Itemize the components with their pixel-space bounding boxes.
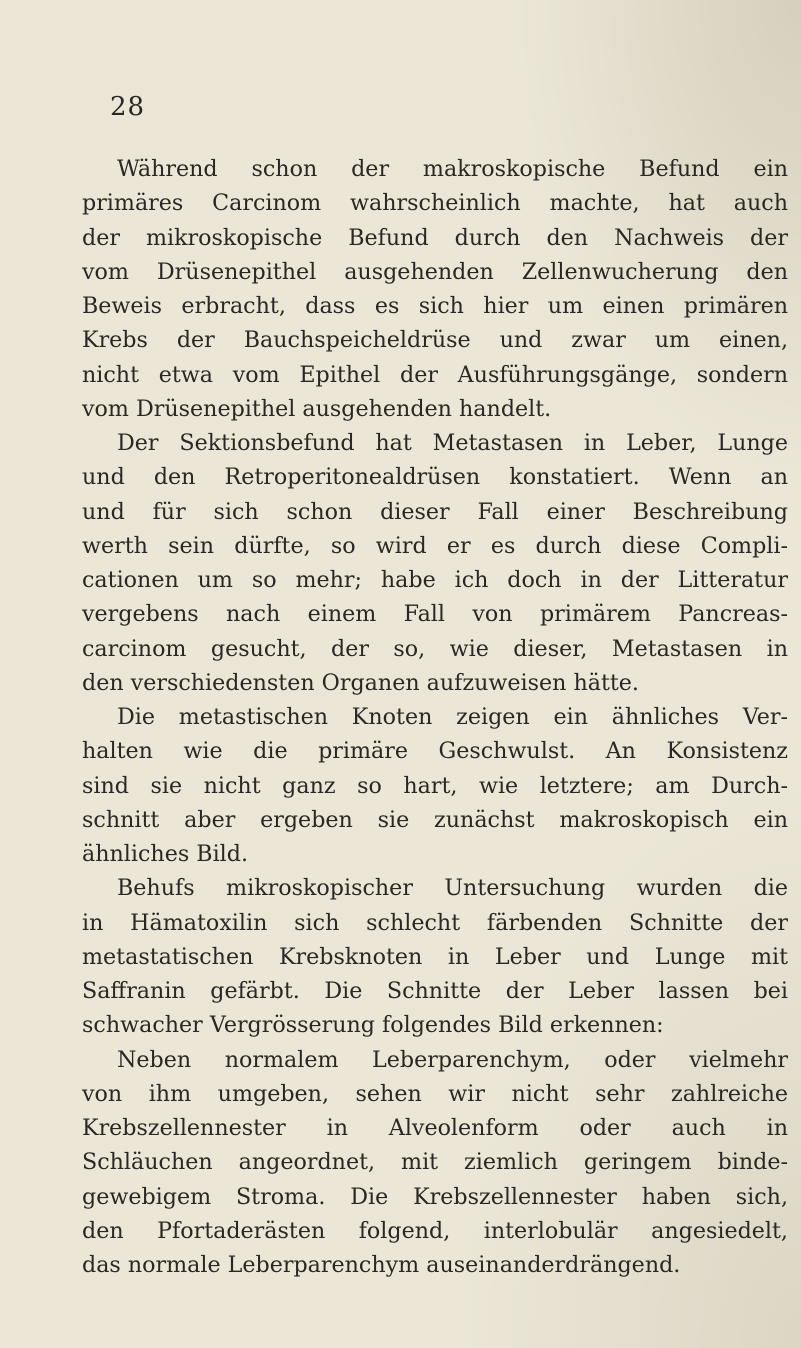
text-line: und den Retroperitonealdrüsen konstatiert. Wenn an bbox=[82, 464, 788, 491]
text-line: den verschiedensten Organen aufzuweisen hätte. bbox=[82, 669, 639, 696]
text-line: cationen um so mehr; habe ich doch in der Litteratur bbox=[82, 567, 788, 593]
text-line: Beweis erbracht, dass es sich hier um einen primären bbox=[82, 293, 788, 319]
text-line: schwacher Vergrösserung folgendes Bild erkennen: bbox=[82, 1012, 664, 1039]
text-line: gewebigem Stroma. Die Krebszellennester haben sich, bbox=[82, 1183, 788, 1210]
text-line: Behufs mikroskopischer Untersuchung wurden die bbox=[117, 875, 788, 902]
page-number: 28 bbox=[110, 92, 146, 122]
text-line: nicht etwa vom Epithel der Ausführungsgänge, sondern bbox=[82, 361, 788, 388]
text-line: Schläuchen angeordnet, mit ziemlich geringem binde- bbox=[82, 1149, 788, 1176]
text-line: der mikroskopische Befund durch den Nachweis der bbox=[82, 224, 788, 251]
text-line: metastatischen Krebsknoten in Leber und Lunge mit bbox=[82, 943, 788, 970]
text-line: vom Drüsenepithel ausgehenden handelt. bbox=[82, 395, 552, 422]
text-line: werth sein dürfte, so wird er es durch diese Compli- bbox=[82, 532, 788, 559]
text-line: vergebens nach einem Fall von primärem Pancreas- bbox=[82, 601, 788, 628]
text-line: in Hämatoxilin sich schlecht färbenden Schnitte der bbox=[82, 909, 788, 936]
text-line: Der Sektionsbefund hat Metastasen in Leber, Lunge bbox=[117, 430, 788, 456]
text-line: ähnliches Bild. bbox=[82, 841, 249, 867]
text-line: Krebs der Bauchspeicheldrüse und zwar um einen, bbox=[82, 327, 788, 354]
text-line: Während schon der makroskopische Befund ein bbox=[117, 156, 788, 182]
text-line: Neben normalem Leberparenchym, oder vielmehr bbox=[117, 1046, 788, 1073]
text-line: carcinom gesucht, der so, wie dieser, Metastasen in bbox=[82, 635, 788, 662]
text-line: das normale Leberparenchym auseinanderdrängend. bbox=[82, 1252, 681, 1278]
text-line: den Pfortaderästen folgend, interlobulär angesiedelt, bbox=[82, 1217, 788, 1244]
text-line: Krebszellennester in Alveolenform oder auch in bbox=[82, 1115, 788, 1141]
text-line: schnitt aber ergeben sie zunächst makroskopisch ein bbox=[82, 806, 788, 833]
text-line: sind sie nicht ganz so hart, wie letztere; am Durch- bbox=[82, 772, 788, 799]
text-line: Die metastischen Knoten zeigen ein ähnliches Ver- bbox=[117, 704, 788, 730]
text-line: halten wie die primäre Geschwulst. An Konsistenz bbox=[82, 738, 788, 765]
text-line: Saffranin gefärbt. Die Schnitte der Leber lassen bei bbox=[82, 978, 788, 1004]
text-line: und für sich schon dieser Fall einer Beschreibung bbox=[82, 498, 788, 525]
text-line: vom Drüsenepithel ausgehenden Zellenwucherung den bbox=[82, 258, 788, 285]
text-line: primäres Carcinom wahrscheinlich machte, hat auch bbox=[82, 190, 788, 217]
body-text bbox=[82, 152, 788, 1282]
text-line: von ihm umgeben, sehen wir nicht sehr zahlreiche bbox=[82, 1080, 788, 1107]
